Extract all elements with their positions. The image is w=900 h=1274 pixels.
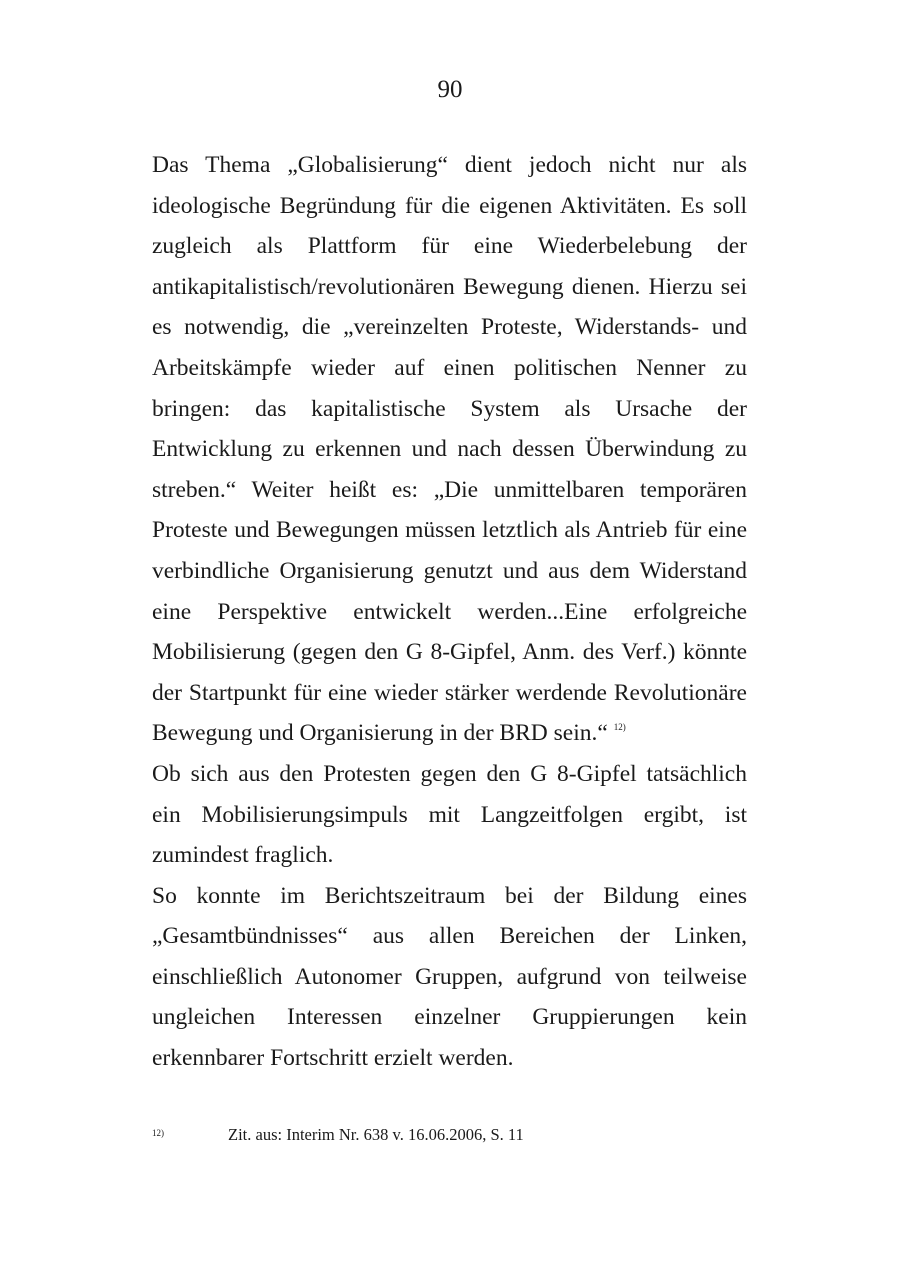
body-text xyxy=(152,145,747,1079)
text-line: Das Thema „Globalisierung“ dient jedoch nicht nur als xyxy=(152,152,747,178)
text-line: ein Mobilisierungsimpuls mit Langzeitfolgen ergibt, ist xyxy=(152,801,747,828)
text-line: Mobilisierung (gegen den G 8-Gipfel, Anm. des Verf.) könnte xyxy=(152,639,747,666)
footnote-text: Zit. aus: Interim Nr. 638 v. 16.06.2006, S. 11 xyxy=(228,1125,524,1144)
paragraph-2 xyxy=(152,754,747,876)
text-line: es notwendig, die „vereinzelten Proteste, Widerstands- und xyxy=(152,314,747,341)
footnote-marker: 12) xyxy=(152,1128,164,1138)
text-line: zumindest fraglich. xyxy=(152,842,334,869)
text-line: bringen: das kapitalistische System als Ursache der xyxy=(152,395,747,422)
text-line: zugleich als Plattform für eine Wiederbelebung der xyxy=(152,233,747,260)
text-line: Proteste und Bewegungen müssen letztlich als Antrieb für eine xyxy=(152,517,747,544)
text-line xyxy=(152,713,747,754)
text-line: streben.“ Weiter heißt es: „Die unmittelbaren temporären xyxy=(152,476,747,503)
text-line: erkennbarer Fortschritt erzielt werden. xyxy=(152,1045,514,1072)
text-line: Ob sich aus den Protesten gegen den G 8-Gipfel tatsächlich xyxy=(152,760,747,787)
paragraph-3 xyxy=(152,876,747,1079)
text-line: eine Perspektive entwickelt werden...Eine erfolgreiche xyxy=(152,598,747,625)
text-line: verbindliche Organisierung genutzt und aus dem Widerstand xyxy=(152,557,747,584)
text-line: Entwicklung zu erkennen und nach dessen Überwindung zu xyxy=(152,436,747,463)
text-line-content: Bewegung und Organisierung in der BRD sein.“ xyxy=(152,720,608,747)
text-line: „Gesamtbündnisses“ aus allen Bereichen der Linken, xyxy=(152,923,747,950)
paragraph-1 xyxy=(152,145,747,754)
text-line: einschließlich Autonomer Gruppen, aufgrund von teilweise xyxy=(152,963,747,990)
text-line: Arbeitskämpfe wieder auf einen politischen Nenner zu xyxy=(152,354,747,381)
text-line: ideologische Begründung für die eigenen Aktivitäten. Es soll xyxy=(152,192,747,219)
text-line: So konnte im Berichtszeitraum bei der Bildung eines xyxy=(152,882,747,909)
footnote-reference: 12) xyxy=(613,722,626,733)
text-line: antikapitalistisch/revolutionären Bewegung dienen. Hierzu sei xyxy=(152,273,747,300)
page-number: 90 xyxy=(437,76,463,103)
text-line: ungleichen Interessen einzelner Gruppierungen kein xyxy=(152,1004,747,1031)
text-line: der Startpunkt für eine wieder stärker werdende Revolutionäre xyxy=(152,679,747,706)
